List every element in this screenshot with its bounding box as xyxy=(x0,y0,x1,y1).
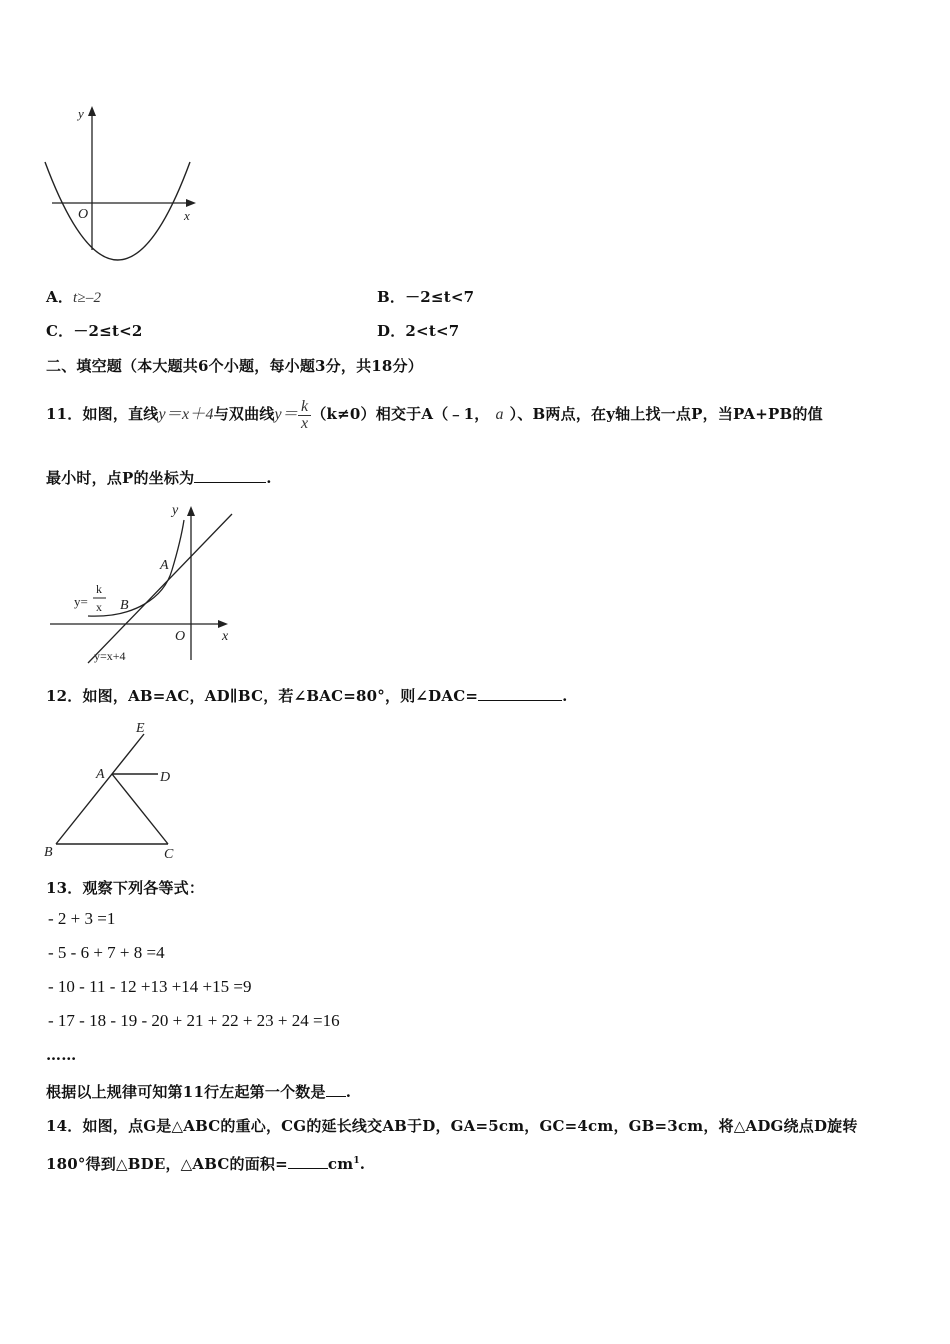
option-d[interactable]: D．2<t<7 xyxy=(377,322,460,340)
curve-label-den: x xyxy=(96,600,102,614)
x-axis-label: x xyxy=(222,629,229,644)
ellipsis: …… xyxy=(46,1046,77,1064)
question-13: 13．观察下列各等式： xyxy=(46,879,205,897)
question-11-line2: 最小时，点P的坐标为 . xyxy=(46,469,272,487)
answer-blank-11[interactable] xyxy=(194,470,266,483)
equation-1: - 2 + 3 =1 xyxy=(48,909,116,928)
y-axis-arrow xyxy=(88,106,96,116)
hyperbola-branch xyxy=(88,520,184,616)
figure-q11 xyxy=(44,498,244,668)
parabola-curve xyxy=(45,162,190,260)
origin-label: O xyxy=(175,629,186,644)
label-d: D xyxy=(160,770,171,785)
x-axis-label: x xyxy=(184,208,190,223)
label-a: A xyxy=(96,767,105,782)
x-axis-arrow xyxy=(186,199,196,207)
line-equation: y＝x＋4 xyxy=(158,406,214,423)
straight-line xyxy=(88,514,232,663)
y-axis-label: y xyxy=(172,503,179,518)
point-b-label: B xyxy=(120,598,129,613)
segment-ab-extended xyxy=(56,734,144,844)
equation-4: - 17 - 18 - 19 - 20 + 21 + 22 + 23 + 24 =16 xyxy=(48,1011,340,1030)
parabola-figure xyxy=(40,100,210,270)
figure-q12 xyxy=(40,716,190,862)
question-14-line1: 14．如图，点G是△ABC的重心，CG的延长线交AB于D，GA=5cm，GC=4cm，GB=3cm，将△ADG绕点D旋转 xyxy=(46,1117,858,1135)
option-c[interactable]: C．－2≤t<2 xyxy=(46,322,143,340)
curve-label-num: k xyxy=(96,582,102,596)
label-b: B xyxy=(44,845,53,860)
section-heading: 二、填空题（本大题共6个小题，每小题3分，共18分） xyxy=(46,357,423,375)
question-14-line2: 180°得到△BDE，△ABC的面积= $cm^1$. xyxy=(46,1155,366,1173)
option-a[interactable]: A．t≥–2 xyxy=(46,288,102,306)
answer-blank-14[interactable] xyxy=(288,1156,328,1169)
y-axis-arrow xyxy=(187,506,195,516)
hyperbola-equation: y＝ $\frac{k}{x}$ xyxy=(275,405,312,423)
equation-2: - 5 - 6 + 7 + 8 =4 xyxy=(48,943,165,962)
x-axis-arrow xyxy=(218,620,228,628)
equation-3: - 10 - 11 - 12 +13 +14 +15 =9 xyxy=(48,977,252,996)
origin-label: O xyxy=(78,207,89,222)
question-13-ask: 根据以上规律可知第11行左起第一个数是 . xyxy=(46,1083,352,1101)
question-11-line1: 11．如图，直线y＝x＋4与双曲线y＝ $\frac{k}{x}$ （k≠0）相交于A（﹣1， a ）、B两点，在y轴上找一点P，当PA+PB的值 xyxy=(46,397,823,432)
label-c: C xyxy=(164,847,174,862)
answer-blank-13[interactable] xyxy=(326,1084,346,1097)
point-a-label: A xyxy=(160,558,169,573)
answer-blank-12[interactable] xyxy=(478,688,562,701)
curve-label-lhs: y= xyxy=(74,594,88,609)
y-axis-label: y xyxy=(78,106,84,121)
label-e: E xyxy=(136,721,145,736)
line-label: y=x+4 xyxy=(94,649,126,663)
question-12: 12．如图，AB=AC，AD∥BC，若∠BAC=80°，则∠DAC= . xyxy=(46,687,568,705)
option-b[interactable]: B．－2≤t<7 xyxy=(377,288,475,306)
